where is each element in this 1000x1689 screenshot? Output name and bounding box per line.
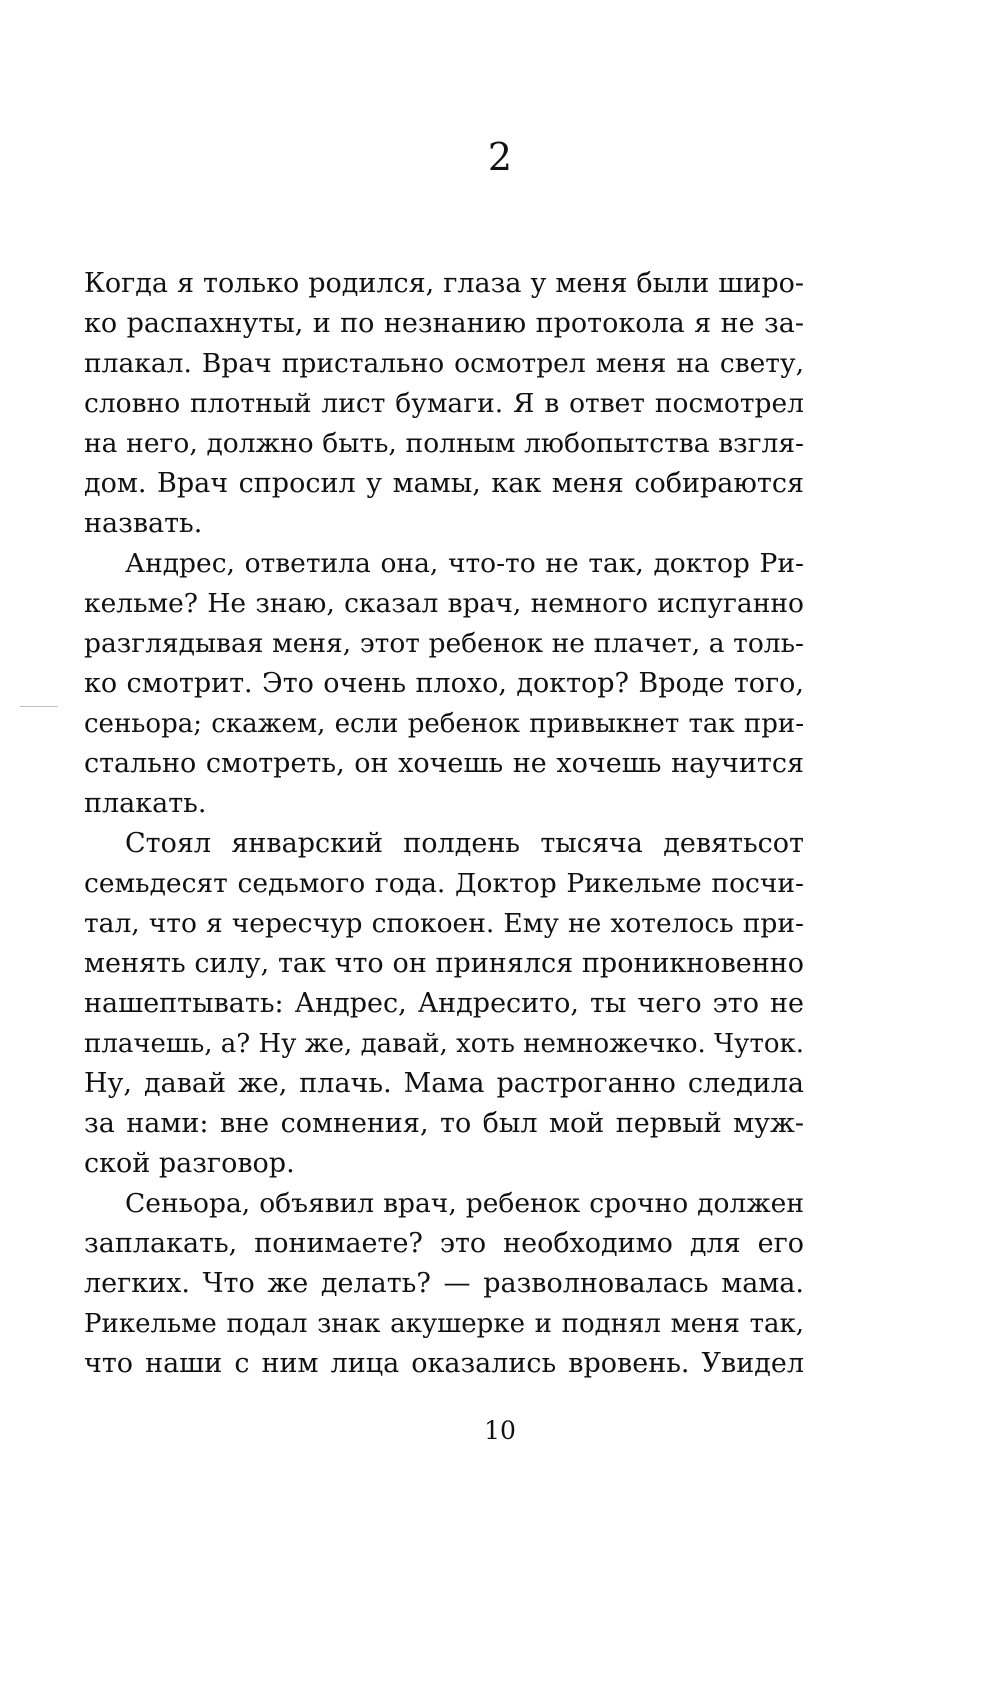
margin-mark (20, 706, 58, 707)
text-line: Андрес, ответила она, что-то не так, доктор Ри- (125, 548, 804, 579)
text-line: плакал. Врач пристально осмотрел меня на свету, (84, 348, 804, 379)
text-line: что наши с ним лица оказались вровень. Увидел (84, 1348, 804, 1379)
body-text (84, 264, 804, 1384)
text-line: ской разговор. (84, 1148, 295, 1179)
text-line: Ну, давай же, плачь. Мама растроганно следила (84, 1068, 804, 1099)
text-line: нашептывать: Андрес, Андресито, ты чего это не (84, 988, 804, 1019)
text-line: за нами: вне сомнения, то был мой первый муж- (84, 1108, 804, 1139)
text-line: легких. Что же делать? — разволновалась мама. (84, 1268, 804, 1299)
text-line: на него, должно быть, полным любопытства взгля- (84, 428, 804, 459)
text-line: Сеньора, объявил врач, ребенок срочно должен (125, 1188, 804, 1219)
text-line: словно плотный лист бумаги. Я в ответ посмотрел (84, 388, 804, 419)
page-number: 10 (484, 1416, 516, 1445)
text-line: плакать. (84, 788, 207, 819)
text-line: дом. Врач спросил у мамы, как меня собираются (84, 468, 804, 499)
text-line: заплакать, понимаете? это необходимо для его (84, 1228, 804, 1259)
text-line: назвать. (84, 508, 203, 539)
paragraph (84, 544, 804, 824)
paragraph (84, 264, 804, 544)
chapter-number: 2 (487, 135, 513, 179)
text-line: ко смотрит. Это очень плохо, доктор? Вроде того, (84, 668, 804, 699)
text-line: Когда я только родился, глаза у меня были широ- (84, 268, 804, 299)
text-line: разглядывая меня, этот ребенок не плачет, а толь- (84, 628, 804, 659)
paragraph (84, 824, 804, 1184)
text-line: Стоял январский полдень тысяча девятьсот (125, 828, 804, 859)
text-line: кельме? Не знаю, сказал врач, немного испуганно (84, 588, 804, 619)
text-line: плачешь, а? Ну же, давай, хоть немножечко. Чуток. (84, 1029, 804, 1059)
text-line: семьдесят седьмого года. Доктор Рикельме посчи- (84, 868, 804, 899)
text-line: ко распахнуты, и по незнанию протокола я не за- (84, 308, 804, 339)
text-line: Рикельме подал знак акушерке и поднял меня так, (84, 1309, 804, 1339)
text-line: менять силу, так что он принялся проникновенно (84, 948, 804, 979)
text-line: тал, что я чересчур спокоен. Ему не хотелось при- (84, 908, 804, 939)
paragraph (84, 1184, 804, 1384)
text-line: сеньора; скажем, если ребенок привыкнет так при- (84, 709, 804, 739)
text-line: стально смотреть, он хочешь не хочешь научится (84, 748, 804, 779)
